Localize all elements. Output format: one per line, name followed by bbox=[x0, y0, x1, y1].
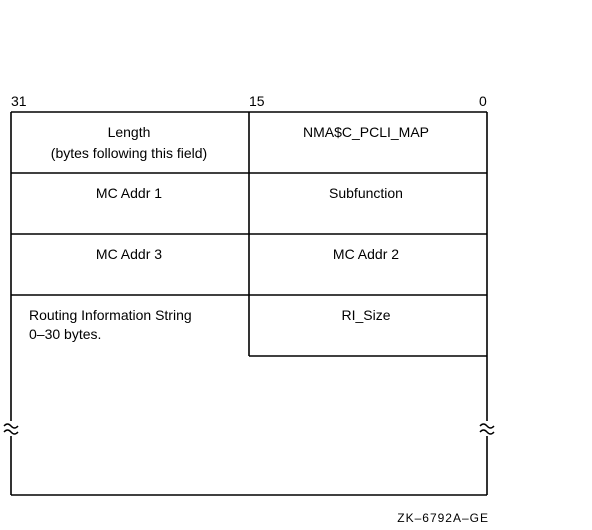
mc-addr-2-label: MC Addr 2 bbox=[332, 246, 400, 262]
routing-info-string-label: Routing Information String bbox=[29, 307, 192, 323]
nma-pcli-map-label: NMA$C_PCLI_MAP bbox=[302, 124, 430, 140]
bit-label-15: 15 bbox=[249, 93, 265, 109]
ri-size-label: RI_Size bbox=[341, 307, 391, 323]
length-description: (bytes following this field) bbox=[50, 145, 208, 161]
mc-addr-3-label: MC Addr 3 bbox=[95, 246, 163, 262]
routing-info-size-note: 0–30 bytes. bbox=[29, 326, 102, 342]
length-label: Length bbox=[107, 124, 151, 140]
right-break-mark bbox=[480, 424, 494, 434]
subfunction-label: Subfunction bbox=[329, 185, 403, 201]
bit-label-0: 0 bbox=[479, 93, 487, 109]
figure-id: ZK–6792A–GE bbox=[397, 511, 489, 525]
left-break-mark bbox=[4, 424, 18, 434]
bit-label-31: 31 bbox=[11, 93, 27, 109]
mc-addr-1-label: MC Addr 1 bbox=[95, 185, 163, 201]
